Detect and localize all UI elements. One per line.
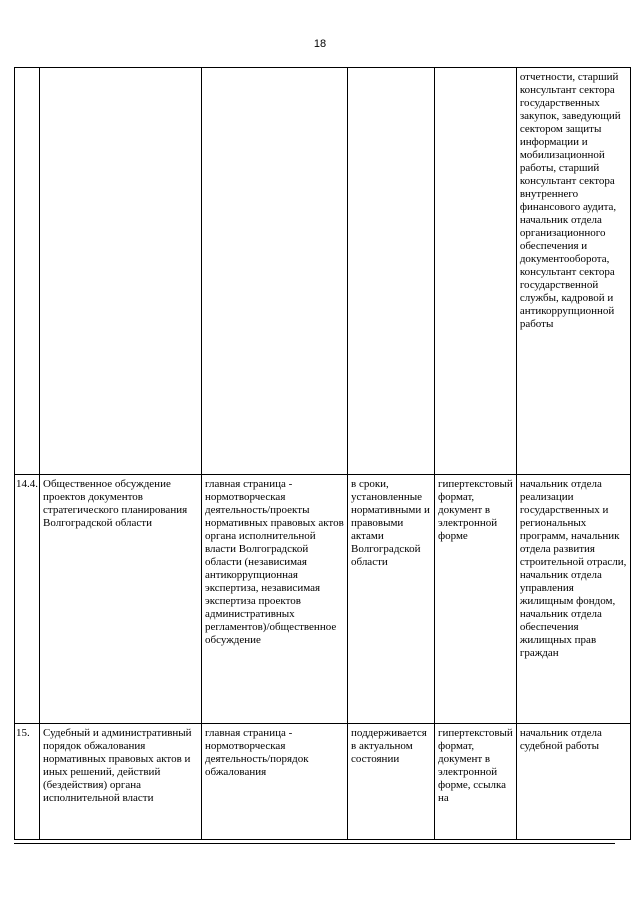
page-number: 18 [313, 38, 327, 50]
row-number [15, 68, 40, 475]
document-table [14, 67, 631, 840]
site-location [202, 68, 348, 475]
table-row [15, 724, 631, 840]
update-period [348, 68, 435, 475]
section-name: Судебный и административный порядок обжалования нормативных правовых актов и иных решений, действий (бездействия) органа исполнительной власти [40, 724, 202, 840]
table-row [15, 68, 631, 475]
page-bottom-rule [14, 843, 615, 844]
info-format: гипертекстовый формат, документ в электронной форме, ссылка на [435, 724, 517, 840]
info-format: гипертекстовый формат, документ в электронной форме [435, 475, 517, 724]
responsible-persons: отчетности, старший консультант сектора государственных закупок, заведующий сектором защиты информации и мобилизационной работы, старший консультант сектора внутреннего финансового аудита, начальник отдела организационного обеспечения и документооборота, консультант сектора государственной службы, кадровой и антикоррупционной работы [516, 68, 630, 475]
update-period: поддерживается в актуальном состоянии [348, 724, 435, 840]
site-location: главная страница - нормотворческая деятельность/порядок обжалования [202, 724, 348, 840]
section-name [40, 68, 202, 475]
row-number: 14.4. [15, 475, 40, 724]
responsible-persons: начальник отдела реализации государственных и региональных программ, начальник отдела развития строительной отрасли, начальник отдела управления жилищным фондом, начальник отдела обеспечения жилищных прав граждан [516, 475, 630, 724]
row-number: 15. [15, 724, 40, 840]
info-format [435, 68, 517, 475]
responsible-persons: начальник отдела судебной работы [516, 724, 630, 840]
site-location: главная страница - нормотворческая деятельность/проекты нормативных правовых актов органа исполнительной власти Волгоградской области (независимая антикоррупционная экспертиза, независимая экспертиза проектов административных регламентов)/общественное обсуждение [202, 475, 348, 724]
update-period: в сроки, установленные нормативными и правовыми актами Волгоградской области [348, 475, 435, 724]
table-row [15, 475, 631, 724]
section-name: Общественное обсуждение проектов документов стратегического планирования Волгоградской области [40, 475, 202, 724]
